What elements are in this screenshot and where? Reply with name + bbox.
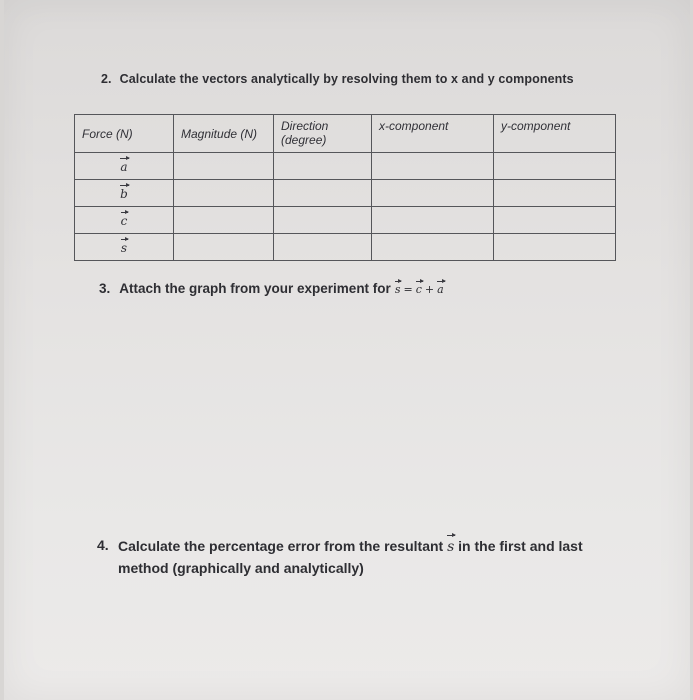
vector-equation [395, 283, 444, 296]
force-cell [75, 207, 174, 234]
question-4-text-after: in the first and last method (graphically and analytically) [118, 538, 583, 576]
force-cell [75, 234, 174, 261]
direction-cell[interactable] [274, 180, 372, 207]
question-4 [97, 535, 617, 579]
eq-a-symbol: a [437, 283, 444, 296]
direction-cell[interactable] [274, 153, 372, 180]
y-component-cell[interactable] [494, 234, 616, 261]
header-force: Force (N) [75, 115, 174, 153]
question-3-text: Attach the graph from your experiment for [119, 281, 391, 296]
question-3-number: 3. [99, 281, 111, 296]
vector-s-symbol: s [120, 241, 128, 255]
x-component-cell[interactable] [372, 234, 494, 261]
question-4-number: 4. [97, 537, 109, 553]
magnitude-cell[interactable] [174, 207, 274, 234]
header-direction-line2: (degree) [281, 133, 327, 147]
y-component-cell[interactable] [494, 207, 616, 234]
force-cell [75, 153, 174, 180]
eq-c-symbol: c [415, 283, 422, 296]
header-x-component: x-component [372, 115, 494, 153]
worksheet-page [4, 0, 690, 700]
direction-cell[interactable] [274, 207, 372, 234]
question-4-body [97, 535, 617, 579]
magnitude-cell[interactable] [174, 153, 274, 180]
x-component-cell[interactable] [372, 180, 494, 207]
question-2 [101, 72, 574, 86]
resultant-s-symbol: s [447, 535, 454, 558]
table-row [75, 207, 616, 234]
x-component-cell[interactable] [372, 153, 494, 180]
magnitude-cell[interactable] [174, 180, 274, 207]
vector-b-symbol: b [120, 187, 128, 201]
question-4-text-before: Calculate the percentage error from the resultant [118, 538, 444, 554]
table-row [75, 153, 616, 180]
magnitude-cell[interactable] [174, 234, 274, 261]
table-row [75, 234, 616, 261]
vector-components-table [74, 114, 616, 261]
header-y-component: y-component [494, 115, 616, 153]
table-row [75, 180, 616, 207]
eq-equals: = [403, 283, 413, 296]
y-component-cell[interactable] [494, 180, 616, 207]
eq-s-symbol: s [394, 283, 401, 296]
header-magnitude: Magnitude (N) [174, 115, 274, 153]
table-header-row [75, 115, 616, 153]
direction-cell[interactable] [274, 234, 372, 261]
vector-a-symbol: a [120, 160, 128, 174]
force-cell [75, 180, 174, 207]
header-direction [274, 115, 372, 153]
header-direction-line1: Direction [281, 119, 329, 133]
eq-plus: + [424, 283, 435, 296]
y-component-cell[interactable] [494, 153, 616, 180]
vector-c-symbol: c [120, 214, 128, 228]
question-2-text: Calculate the vectors analytically by resolving them to x and y components [119, 72, 574, 86]
x-component-cell[interactable] [372, 207, 494, 234]
question-2-number: 2. [101, 72, 112, 86]
question-3 [99, 281, 444, 296]
